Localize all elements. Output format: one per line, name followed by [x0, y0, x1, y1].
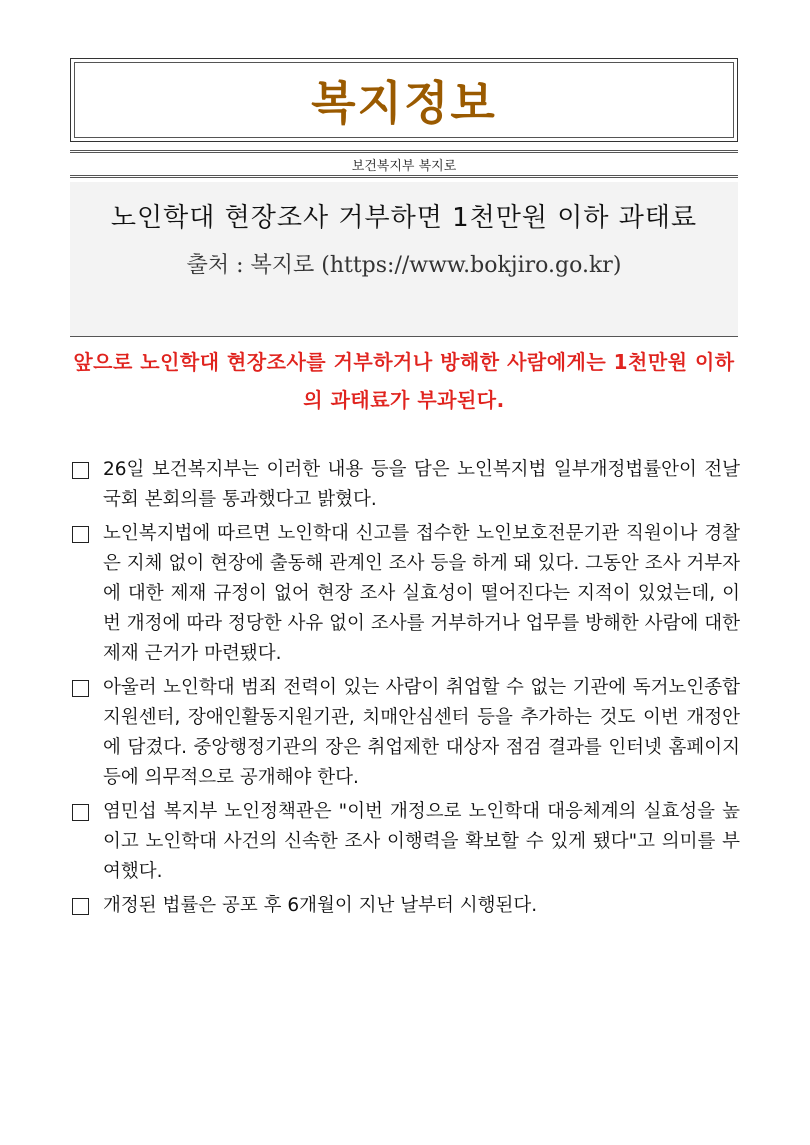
list-item-text: 노인복지법에 따르면 노인학대 신고를 접수한 노인보호전문기관 직원이나 경찰은 지체 없이 현장에 출동해 관계인 조사 등을 하게 돼 있다. 그동안 조사 거부자에 대한 제재 규정이 없어 현장 조사 실효성이 떨어진다는 지적이 있었는데, 이번 개정에 따라 정당한 사유 없이 조사를 거부하거나 업무를 방해한 사람에 대한 제재 근거가 마련됐다.: [103, 523, 740, 664]
source-line: 보건복지부 복지로: [70, 150, 738, 178]
article-headline: 노인학대 현장조사 거부하면 1천만원 이하 과태료: [110, 203, 698, 233]
title-box-inner: [74, 62, 734, 138]
list-item: [72, 519, 740, 669]
checkbox-bullet-icon: [72, 462, 89, 479]
checkbox-bullet-icon: [72, 526, 89, 543]
list-item-text: 26일 보건복지부는 이러한 내용 등을 담은 노인복지법 일부개정법률안이 전날 국회 본회의를 통과했다고 밝혔다.: [103, 459, 740, 510]
checkbox-bullet-icon: [72, 898, 89, 915]
article-lead: 앞으로 노인학대 현장조사를 거부하거나 방해한 사람에게는 1천만원 이하의 과태료가 부과된다.: [73, 350, 735, 412]
list-item: [72, 891, 740, 921]
list-item-text: 아울러 노인학대 범죄 전력이 있는 사람이 취업할 수 없는 기관에 독거노인종합지원센터, 장애인활동지원기관, 치매안심센터 등을 추가하는 것도 이번 개정안에 담겼다. 중앙행정기관의 장은 취업제한 대상자 점검 결과를 인터넷 홈페이지 등에 의무적으로 공개해야 한다.: [103, 677, 740, 788]
title-box: [70, 58, 738, 142]
checkbox-bullet-icon: [72, 680, 89, 697]
list-item: [72, 455, 740, 515]
article-origin: 출처 : 복지로 (https://www.bokjiro.go.kr): [186, 253, 622, 278]
page-title: 복지정보: [311, 76, 497, 130]
list-item-text: 염민섭 복지부 노인정책관은 "이번 개정으로 노인학대 대응체계의 실효성을 높이고 노인학대 사건의 신속한 조사 이행력을 확보할 수 있게 됐다"고 의미를 부여했다.: [103, 801, 740, 882]
article-body: [72, 455, 740, 925]
list-item-text: 개정된 법률은 공포 후 6개월이 지난 날부터 시행된다.: [103, 895, 538, 916]
list-item: [72, 797, 740, 887]
list-item: [72, 673, 740, 793]
checkbox-bullet-icon: [72, 804, 89, 821]
article-header: [70, 182, 738, 337]
